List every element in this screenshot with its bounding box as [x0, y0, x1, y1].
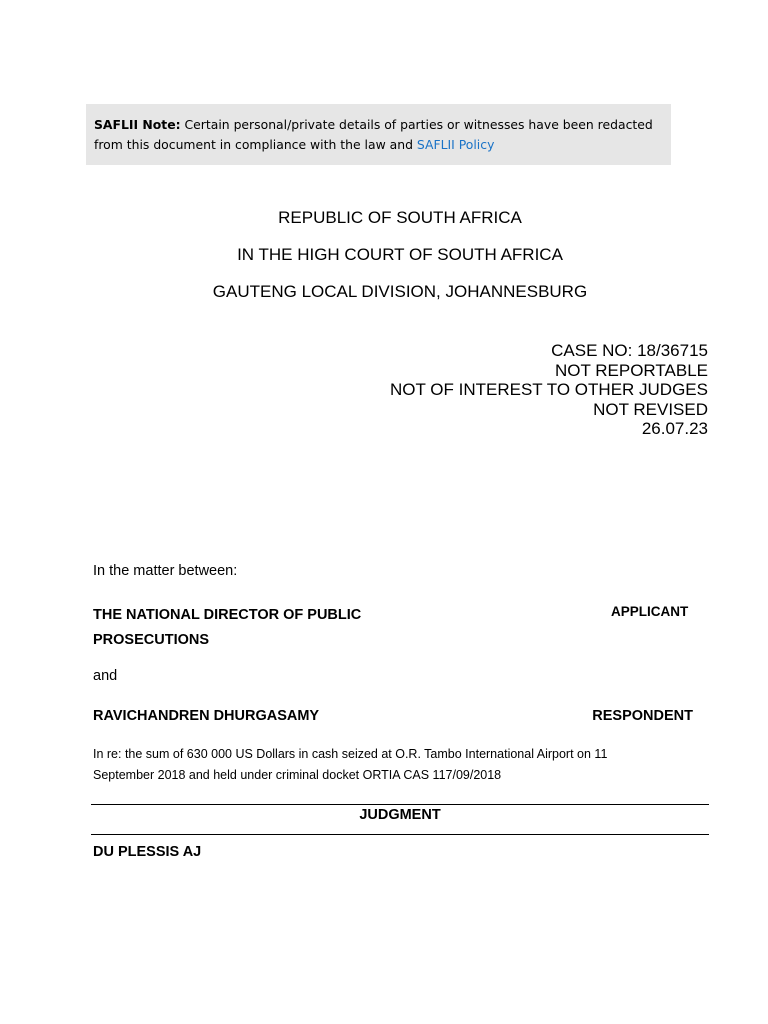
court-heading-republic: REPUBLIC OF SOUTH AFRICA — [278, 208, 522, 227]
respondent-name: RAVICHANDREN DHURGASAMY — [93, 708, 320, 724]
divider-top — [91, 804, 709, 805]
respondent-role: RESPONDENT — [592, 708, 693, 724]
case-number: CASE NO: 18/36715 — [551, 341, 708, 360]
saflii-note — [86, 104, 671, 165]
saflii-note-text: Certain personal/private details of parties or witnesses have been redacted from this document in compliance with the law and — [94, 117, 653, 152]
judge-name: DU PLESSIS AJ — [93, 844, 202, 860]
in-re-description: In re: the sum of 630 000 US Dollars in cash seized at O.R. Tambo International Airport on 11 September 2018 and held under criminal docket ORTIA CAS 117/09/2018 — [93, 747, 608, 782]
saflii-note-label: SAFLII Note: — [94, 117, 181, 132]
court-heading-high-court: IN THE HIGH COURT OF SOUTH AFRICA — [237, 245, 563, 264]
court-heading-division: GAUTENG LOCAL DIVISION, JOHANNESBURG — [212, 282, 588, 301]
matter-intro: In the matter between: — [93, 563, 238, 579]
judgment-title: JUDGMENT — [359, 807, 441, 823]
reportable-status: NOT REPORTABLE — [554, 360, 708, 380]
judgment-date: 26.07.23 — [641, 419, 708, 439]
case-details — [390, 341, 708, 439]
divider-bottom — [91, 834, 709, 835]
and-connector: and — [93, 668, 118, 684]
revised-status: NOT REVISED — [593, 399, 708, 419]
applicant-name: THE NATIONAL DIRECTOR OF PUBLIC PROSECUTIONS — [93, 607, 362, 648]
interest-status: NOT OF INTEREST TO OTHER JUDGES — [389, 380, 708, 400]
saflii-policy-link[interactable]: SAFLII Policy — [416, 137, 495, 152]
applicant-role: APPLICANT — [611, 604, 689, 619]
